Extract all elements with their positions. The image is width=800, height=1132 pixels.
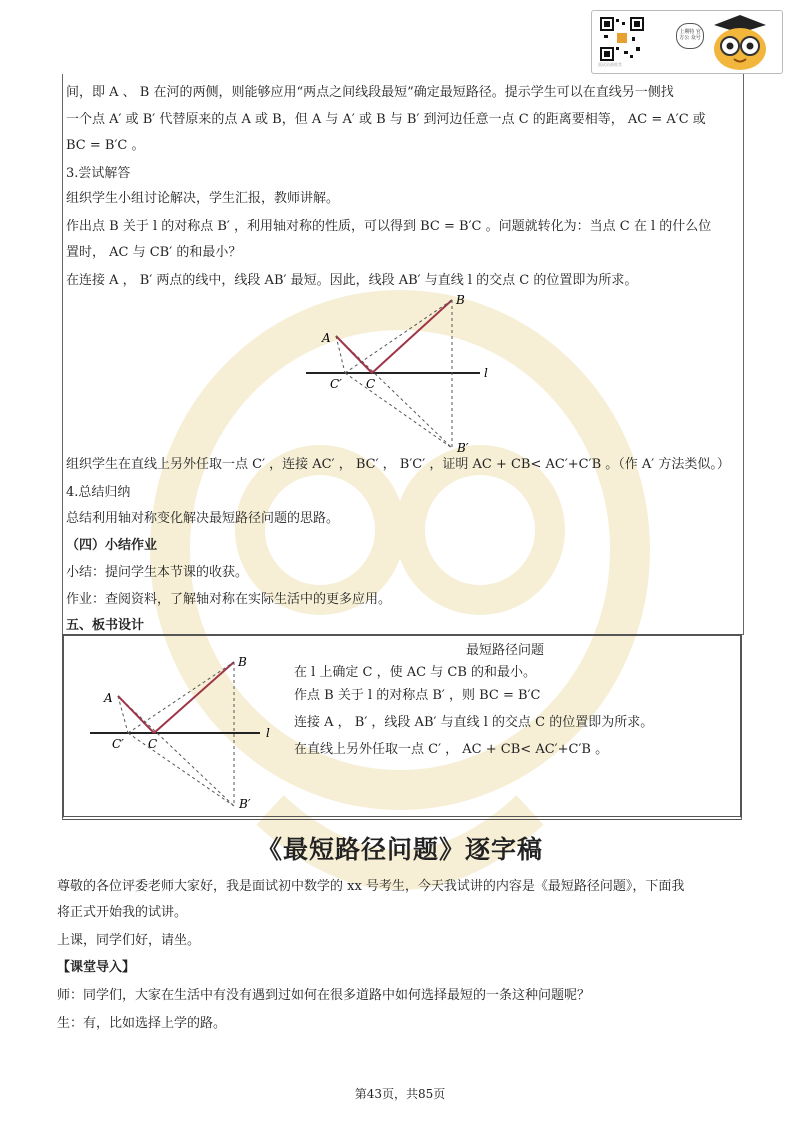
board-line: 在 l 上确定 C ，使 AC 与 CB 的和最小。 bbox=[294, 665, 536, 680]
paragraph-line: 一个点 A′ 或 B′ 代替原来的点 A 或 B，但 A 与 A′ 或 B 与 B′ 到河边任意一点 C 的距离要相等， AC = A′C 或 bbox=[66, 112, 706, 127]
badge-small-text: 面试资源推荐 bbox=[598, 62, 622, 67]
label-b: B bbox=[238, 655, 247, 669]
board-title: 最短路径问题 bbox=[466, 643, 545, 658]
paragraph-line: BC = B′C 。 bbox=[66, 138, 145, 153]
paragraph-line: 在连接 A ， B′ 两点的线中，线段 AB′ 最短。因此，线段 AB′ 与直线 l 的交点 C 的位置即为所求。 bbox=[66, 273, 638, 288]
paragraph-line: 置时， AC 与 CB′ 的和最小？ bbox=[66, 245, 242, 260]
paragraph-line: 将正式开始我的试讲。 bbox=[57, 905, 188, 920]
script-title: 《最短路径问题》逐字稿 bbox=[256, 835, 543, 864]
segment-ac bbox=[336, 336, 372, 373]
homework-line: 作业：查阅资料，了解轴对称在实际生活中的更多应用。 bbox=[66, 592, 392, 607]
student-line: 生：有，比如选择上学的路。 bbox=[57, 1016, 227, 1031]
paragraph-line: 作出点 B 关于 l 的对称点 B′ ，利用轴对称的性质，可以得到 BC = B′C 。问题就转化为：当点 C 在 l 的什么位 bbox=[66, 219, 712, 234]
paragraph-line: 间，即 A 、 B 在河的两侧，则能够应用“两点之间线段最短”确定最短路径。提示学生可以在直线另一侧找 bbox=[66, 85, 674, 100]
page-number: 第43页，共85页 bbox=[354, 1087, 446, 1101]
paragraph-line: 上课，同学们好，请坐。 bbox=[57, 933, 201, 948]
paragraph-line: 总结利用轴对称变化解决最短路径问题的思路。 bbox=[66, 511, 340, 526]
label-a: A bbox=[322, 331, 331, 345]
board-line: 在直线上另外任取一点 C′ ， AC + CB< AC′+C′B 。 bbox=[294, 742, 609, 757]
paragraph-line: 尊敬的各位评委老师大家好，我是面试初中数学的 xx 号考生，今天我试讲的内容是《最短路径问题》，下面我 bbox=[57, 879, 685, 894]
paragraph-line: 组织学生小组讨论解决，学生汇报，教师讲解。 bbox=[66, 191, 340, 206]
board-figure bbox=[88, 650, 288, 812]
label-l: l bbox=[266, 726, 270, 740]
shortest-path-figure bbox=[300, 290, 500, 458]
segment-cb bbox=[372, 300, 452, 373]
label-c: C bbox=[366, 377, 376, 391]
label-b: B bbox=[456, 293, 465, 307]
label-b-prime: B′ bbox=[457, 441, 469, 455]
part5-heading: 五、板书设计 bbox=[66, 618, 145, 633]
owl-mascot-icon bbox=[704, 13, 776, 71]
label-b-prime: B′ bbox=[239, 797, 251, 811]
label-c: C bbox=[148, 737, 158, 751]
header-badge bbox=[591, 10, 783, 74]
qr-code-icon bbox=[600, 17, 644, 61]
board-line: 连接 A ， B′ ，线段 AB′ 与直线 l 的交点 C 的位置即为所求。 bbox=[294, 715, 654, 730]
section-heading: 【课堂导入】 bbox=[57, 960, 136, 975]
paragraph-line: 组织学生在直线上另外任取一点 C′ ，连接 AC′ ， BC′ ， B′C′ ，证明 AC + CB< AC′+C′B 。（作 A′ 方法类似。） bbox=[66, 457, 730, 472]
label-l: l bbox=[484, 366, 488, 380]
part4-heading: （四）小结作业 bbox=[66, 538, 158, 553]
board-line: 作点 B 关于 l 的对称点 B′ ，则 BC = B′C bbox=[294, 688, 541, 703]
segment-c-prime-b-prime bbox=[128, 733, 234, 806]
teacher-line: 师：同学们，大家在生活中有没有遇到过如何在很多道路中如何选择最短的一条这种问题呢？ bbox=[57, 988, 591, 1003]
label-c-prime: C′ bbox=[330, 377, 342, 391]
label-a: A bbox=[104, 691, 113, 705]
label-c-prime: C′ bbox=[112, 737, 124, 751]
segment-c-prime-b-prime bbox=[345, 373, 452, 448]
step4-heading: 4.总结归纳 bbox=[66, 485, 131, 500]
segment-cb bbox=[154, 662, 234, 733]
segment-c-prime-b bbox=[345, 300, 452, 373]
step3-heading: 3.尝试解答 bbox=[66, 166, 131, 181]
summary-line: 小结：提问学生本节课的收获。 bbox=[66, 565, 249, 580]
segment-c-prime-b bbox=[128, 662, 234, 733]
speech-bubble: 上期特 官方公 众号 bbox=[676, 23, 704, 49]
